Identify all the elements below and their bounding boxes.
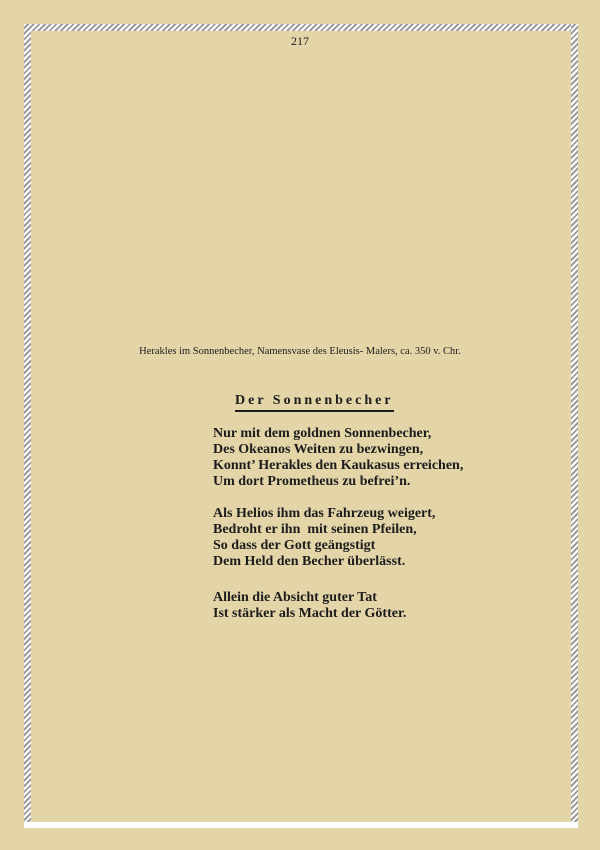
poem-line: Dem Held den Becher überlässt.	[213, 554, 406, 569]
border-right-edge	[571, 24, 578, 828]
poem-line: Nur mit dem goldnen Sonnenbecher,	[213, 426, 432, 441]
poem-stanza	[213, 426, 463, 490]
border-left-edge	[24, 24, 31, 828]
border-top-edge	[24, 24, 578, 31]
border-bottom-edge	[24, 822, 578, 828]
poem-stanza	[213, 506, 435, 570]
poem-line: So dass der Gott geängstigt	[213, 538, 376, 553]
poem-line: Ist stärker als Macht der Götter.	[213, 606, 407, 621]
poem-line: Bedroht er ihn mit seinen Pfeilen,	[213, 522, 417, 537]
image-caption: Herakles im Sonnenbecher, Namensvase des Eleusis- Malers, ca. 350 v. Chr.	[139, 346, 461, 357]
page-number: 217	[291, 34, 309, 48]
poem-line: Allein die Absicht guter Tat	[213, 590, 377, 605]
poem-line: Als Helios ihm das Fahrzeug weigert,	[213, 506, 436, 521]
poem-title-container	[235, 391, 394, 412]
poem-stanza	[213, 590, 406, 622]
poem-line: Des Okeanos Weiten zu bezwingen,	[213, 442, 424, 457]
poem-line: Konnt’ Herakles den Kaukasus erreichen,	[213, 458, 464, 473]
poem-title: Der Sonnenbecher	[235, 393, 394, 412]
poem-line: Um dort Prometheus zu befrei’n.	[213, 474, 411, 489]
